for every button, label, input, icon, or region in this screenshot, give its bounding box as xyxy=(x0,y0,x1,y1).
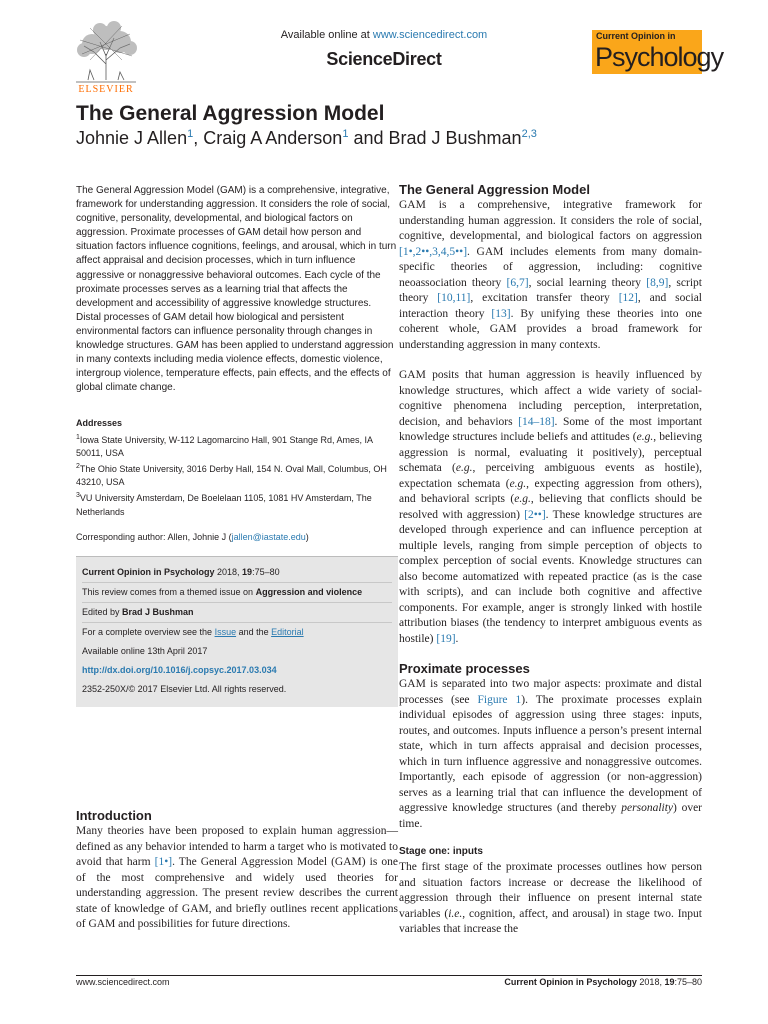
text-run: . The General Aggression Model (GAM) is one of the most comprehensive and widely used theories for understanding aggression. The present review describes the current state of knowledge of GAM, and briefly outlines recent applications of GAM and possibilities for future directions. xyxy=(76,856,398,930)
text-run: GAM is separated into two major aspects: proximate and distal processes (see xyxy=(399,678,702,706)
addresses-block xyxy=(76,417,398,518)
themed-topic: Aggression and violence xyxy=(255,586,363,597)
italic-run: e.g. xyxy=(455,462,473,474)
text-run: GAM is a comprehensive, integrative framework for understanding human aggression. It considers the role of social, cognitive, developmental, and biological factors on aggression xyxy=(399,199,702,242)
citation-year: 2018, xyxy=(214,566,243,577)
introduction-paragraph xyxy=(76,824,398,933)
citation-link[interactable]: [1•] xyxy=(154,856,173,868)
text-run: , cognition, affect, and arousal) in stage two. Input variables that increase the xyxy=(399,907,703,935)
citation-link[interactable]: [14–18] xyxy=(518,415,555,428)
text-run: , script theory xyxy=(399,276,702,304)
article-info-box xyxy=(76,556,398,707)
text-run: . Some of the most important knowledge structures include beliefs and attitudes ( xyxy=(399,415,703,443)
corresponding-suffix: ) xyxy=(305,531,309,542)
address-number: 2 xyxy=(76,463,80,471)
issue-link[interactable]: Issue xyxy=(214,626,237,637)
author-affiliation[interactable]: 1 xyxy=(187,128,194,140)
journal-logo-small-text: Current Opinion in xyxy=(596,31,676,41)
text-run: . These knowledge structures are developed through experience and can influence perception at multiple levels, ranging from simple perception of objects to complex perception of social events. Knowledge structures can also become automatized with repeated practice (as is the case with scripts), and can include both cognitive and affective components. For example, anger is strongly linked with hostile attribution biases (the tendency to interpret ambiguous events as hostile) xyxy=(399,508,702,645)
doi-link[interactable]: http://dx.doi.org/10.1016/j.copsyc.2017.03.034 xyxy=(82,664,277,675)
introduction-heading: Introduction xyxy=(76,808,152,823)
address-text: Iowa State University, W-112 Lagomarcino Hall, 901 Stange Rd, Ames, IA 50011, USA xyxy=(76,434,373,458)
journal-logo xyxy=(592,30,724,74)
gam-paragraph-2 xyxy=(399,368,702,647)
italic-run: i.e. xyxy=(448,907,463,920)
text-run: . By unifying these theories into one coherent whole, GAM provides a broad framework for understanding aggression in many contexts. xyxy=(399,307,702,351)
stage-one-paragraph xyxy=(399,860,702,938)
figure-link[interactable]: Figure 1 xyxy=(477,693,522,706)
stage-one-heading: Stage one: inputs xyxy=(399,846,483,857)
text-run: The first stage of the proximate processes outlines how person and situation factors increase or decrease the likelihood of aggression through their influence on present internal state variables ( xyxy=(399,861,702,920)
citation-link[interactable]: [10,11] xyxy=(437,292,471,304)
author-email-link[interactable]: jallen@iastate.edu xyxy=(231,531,306,542)
available-prefix: Available online at xyxy=(280,29,373,41)
text-run: , believing aggression is normal, evaluating it positively), perceptual schemata ( xyxy=(399,431,702,474)
proximate-paragraph xyxy=(399,677,702,832)
italic-run: e.g. xyxy=(636,431,654,443)
citation-link[interactable]: [12] xyxy=(618,292,638,304)
citation-link[interactable]: [8,9] xyxy=(646,276,669,289)
themed-prefix: This review comes from a themed issue on xyxy=(82,586,256,597)
text-run: , and social interaction theory xyxy=(399,292,702,320)
address-text: VU University Amsterdam, De Boelelaan 1105, 1081 HV Amsterdam, The Netherlands xyxy=(76,493,372,517)
citation-line xyxy=(82,563,392,582)
author-name: Johnie J Allen xyxy=(76,128,188,148)
author-name: Craig A Anderson xyxy=(203,128,343,148)
overview-mid: and the xyxy=(236,626,272,637)
address-item xyxy=(76,460,398,489)
author-separator: and xyxy=(348,128,389,148)
journal-name: Current Opinion in Psychology xyxy=(82,566,215,577)
citation-link[interactable]: [19] xyxy=(436,632,456,645)
overview-line xyxy=(82,623,392,642)
footer-rule xyxy=(76,975,702,976)
footer-pages: :75–80 xyxy=(674,977,702,987)
author-list xyxy=(76,128,537,149)
text-run: , excitation transfer theory xyxy=(470,292,619,304)
italic-run: e.g. xyxy=(514,493,531,505)
proximate-heading: Proximate processes xyxy=(399,661,530,676)
footer-year: 2018, xyxy=(636,977,665,987)
text-run: , expecting aggression from others), and behavioral scripts ( xyxy=(399,477,702,505)
text-run: , social learning theory xyxy=(528,276,647,289)
sciencedirect-wordmark: ScienceDirect xyxy=(326,49,442,69)
author-affiliation[interactable]: 2,3 xyxy=(521,128,537,140)
addresses-heading: Addresses xyxy=(76,418,123,429)
edited-prefix: Edited by xyxy=(82,606,123,617)
italic-run: e.g. xyxy=(509,477,527,490)
elsevier-wordmark: ELSEVIER xyxy=(78,84,134,95)
address-number: 1 xyxy=(76,433,80,441)
overview-prefix: For a complete overview see the xyxy=(82,626,215,637)
citation-link[interactable]: [13] xyxy=(491,307,511,320)
right-column xyxy=(399,182,702,938)
gam-paragraph-1 xyxy=(399,198,702,353)
left-column xyxy=(76,182,398,707)
text-run: , believing that conflicts should be resolved with aggression) xyxy=(399,493,702,521)
address-item xyxy=(76,431,398,460)
footer-url[interactable]: www.sciencedirect.com xyxy=(76,977,170,987)
author-name: Brad J Bushman xyxy=(388,128,522,148)
copyright-line: 2352-250X/© 2017 Elsevier Ltd. All rights reserved. xyxy=(82,683,287,694)
article-title: The General Aggression Model xyxy=(76,102,385,125)
editor-name: Brad J Bushman xyxy=(122,606,194,617)
citation-pages: :75–80 xyxy=(252,566,280,577)
citation-link[interactable]: [6,7] xyxy=(506,276,529,289)
text-run: Many theories have been proposed to explain human aggression—defined as any behavior intended to harm a target who is motivated to avoid that harm xyxy=(76,825,398,868)
address-item xyxy=(76,489,398,518)
text-run: , perceiving ambiguous events as hostile), expectation schemata ( xyxy=(399,462,702,490)
footer-volume: 19 xyxy=(664,977,675,987)
citation-link[interactable]: [2••] xyxy=(524,508,546,521)
abstract: The General Aggression Model (GAM) is a comprehensive, integrative, framework for understanding aggression. It considers the role of social, cognitive, personality, developmental, and biological factors on aggression. Proximate processes of GAM detail how person and situation factors influence cognitions, feelings, and arousal, which in turn affect appraisal and decision processes, which in turn influence aggressive or nonaggressive behavioral outcomes. Each cycle of the proximate processes serves as a learning trial that affects the development and accessibility of aggressive knowledge structures. Distal processes of GAM detail how biological and persistent environmental factors can influence personality through changes in knowledge structures. GAM has been applied to understand aggression in many contexts including media violence effects, domestic violence, intergroup violence, temperature effects, pain effects, and the effects of global climate change. xyxy=(76,185,397,394)
footer-journal: Current Opinion in Psychology xyxy=(504,977,637,987)
author-separator: , xyxy=(193,128,204,148)
address-number: 3 xyxy=(76,492,80,500)
author-affiliation[interactable]: 1 xyxy=(342,128,349,140)
citation-link[interactable]: [1•,2••,3,4,5••] xyxy=(399,245,468,258)
gam-section-heading: The General Aggression Model xyxy=(399,182,590,197)
introduction-section xyxy=(76,808,398,933)
text-run: . GAM includes elements from many domain-specific theories of aggression, including: cognitive neoassociation theory xyxy=(399,245,702,289)
italic-run: personality xyxy=(621,802,674,814)
text-run: ). The proximate processes explain individual episodes of aggression using three stages: inputs, routes, and outcomes. Inputs influence a person’s present internal state, which in turn affects appraisal and decision processes, which in turn influence aggressive and nonaggressive outcomes. Importantly, each episode of aggression (or non-aggression) serves as a learning trial that can influence the development of aggressive knowledge structures (and thereby xyxy=(399,693,702,814)
corresponding-prefix: Corresponding author: Allen, Johnie J ( xyxy=(76,531,232,542)
journal-logo-big-text: Psychology xyxy=(595,42,724,72)
text-run: GAM posits that human aggression is heavily influenced by knowledge structures, which affect a wide variety of social-cognitive phenomena including perception, interpretation, decision, and behaviors xyxy=(399,369,702,428)
footer-citation xyxy=(504,977,702,987)
corresponding-author xyxy=(76,531,398,544)
text-run: ) over time. xyxy=(399,802,703,830)
themed-issue-line xyxy=(82,583,392,602)
citation-volume: 19 xyxy=(242,566,253,577)
editorial-link[interactable]: Editorial xyxy=(271,626,304,637)
address-text: The Ohio State University, 3016 Derby Hall, 154 N. Oval Mall, Columbus, OH 43210, USA xyxy=(76,464,387,488)
sciencedirect-link[interactable]: www.sciencedirect.com xyxy=(372,29,488,41)
text-run: . xyxy=(455,632,459,645)
available-date: Available online 13th April 2017 xyxy=(82,645,208,656)
edited-by-line xyxy=(82,603,392,622)
